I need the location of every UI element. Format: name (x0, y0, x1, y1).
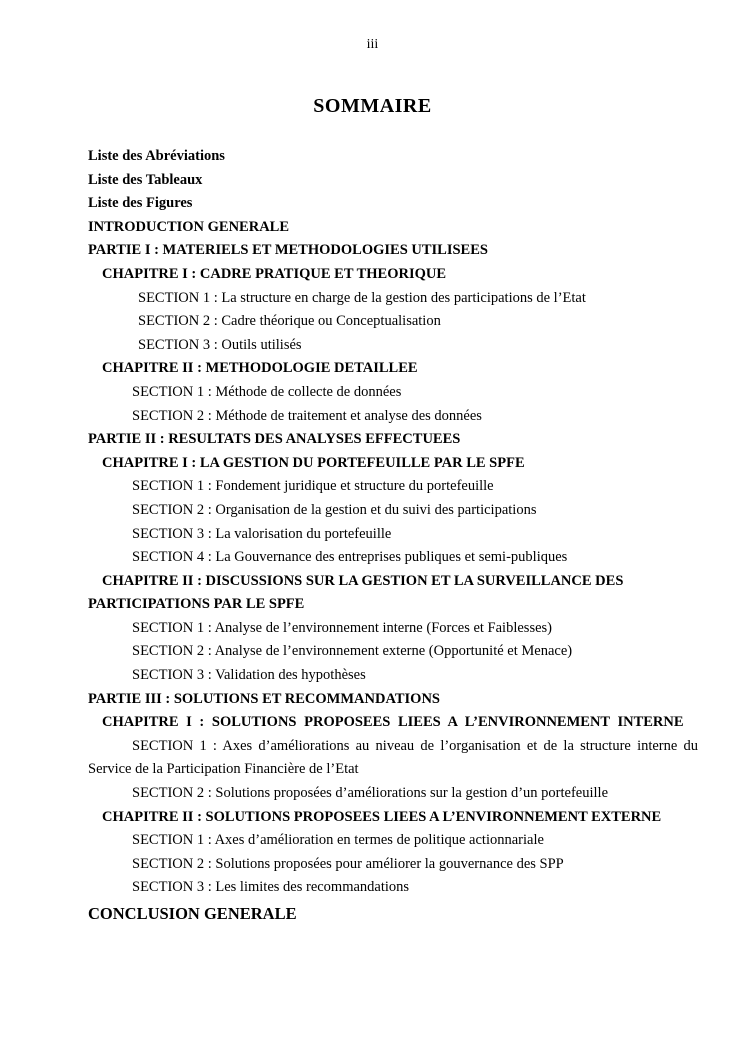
toc-entry-p2c2-section-3: SECTION 3 : Validation des hypothèses (132, 667, 366, 684)
toc-entry-p2c1-section-3: SECTION 3 : La valorisation du portefeuille (132, 525, 392, 542)
toc-entry-p3c2-section-2: SECTION 2 : Solutions proposées pour améliorer la gouvernance des SPP (132, 855, 564, 872)
toc-entry-p2-chapitre-2: CHAPITRE II : DISCUSSIONS SUR LA GESTION ET LA SURVEILLANCE DES (102, 572, 624, 589)
toc-entry-liste-figures: Liste des Figures (88, 195, 193, 212)
toc-entry-p3-chapitre-1: CHAPITRE I : SOLUTIONS PROPOSEES LIEES A L’ENVIRONNEMENT INTERNE (102, 714, 684, 731)
toc-entry-p3c2-section-1: SECTION 1 : Axes d’amélioration en termes de politique actionnariale (132, 832, 544, 849)
toc-entry-p3-chapitre-2: CHAPITRE II : SOLUTIONS PROPOSEES LIEES A L’ENVIRONNEMENT EXTERNE (102, 808, 662, 825)
toc-entry-p1c1-section-2: SECTION 2 : Cadre théorique ou Conceptualisation (138, 313, 441, 330)
toc-entry-p1c2-section-2: SECTION 2 : Méthode de traitement et analyse des données (132, 407, 482, 424)
toc-entry-p1-chapitre-2: CHAPITRE II : METHODOLOGIE DETAILLEE (102, 360, 418, 377)
table-of-contents (88, 145, 699, 927)
page-number: iii (366, 37, 379, 52)
toc-entry-p2c2-section-1: SECTION 1 : Analyse de l’environnement interne (Forces et Faiblesses) (132, 619, 552, 636)
toc-entry-p2-chapitre-2-cont: PARTICIPATIONS PAR LE SPFE (88, 596, 305, 613)
toc-entry-p2c1-section-4: SECTION 4 : La Gouvernance des entreprises publiques et semi-publiques (132, 549, 568, 566)
toc-entry-p2-chapitre-1: CHAPITRE I : LA GESTION DU PORTEFEUILLE PAR LE SPFE (102, 454, 525, 471)
toc-entry-conclusion: CONCLUSION GENERALE (88, 904, 297, 923)
toc-entry-liste-abreviations: Liste des Abréviations (88, 148, 225, 164)
toc-entry-partie-3: PARTIE III : SOLUTIONS ET RECOMMANDATIONS (88, 690, 440, 707)
toc-entry-p3c1-section-1: SECTION 1 : Axes d’améliorations au niveau de l’organisation et de la structure interne du (132, 737, 699, 754)
toc-entry-p1c1-section-3: SECTION 3 : Outils utilisés (138, 336, 302, 353)
toc-entry-partie-2: PARTIE II : RESULTATS DES ANALYSES EFFECTUEES (88, 431, 461, 448)
toc-entry-introduction: INTRODUCTION GENERALE (88, 218, 290, 235)
toc-entry-p3c1-section-2: SECTION 2 : Solutions proposées d’améliorations sur la gestion d’un portefeuille (132, 785, 609, 802)
document-title: SOMMAIRE (313, 95, 432, 117)
toc-entry-p1c2-section-1: SECTION 1 : Méthode de collecte de données (132, 383, 402, 400)
toc-entry-p3c2-section-3: SECTION 3 : Les limites des recommandations (132, 879, 410, 896)
toc-entry-p3c1-section-1-cont: Service de la Participation Financière de l’Etat (88, 761, 359, 778)
toc-entry-partie-1: PARTIE I : MATERIELS ET METHODOLOGIES UTILISEES (88, 242, 488, 259)
toc-entry-p2c1-section-1: SECTION 1 : Fondement juridique et structure du portefeuille (132, 478, 494, 495)
toc-entry-p1-chapitre-1: CHAPITRE I : CADRE PRATIQUE ET THEORIQUE (102, 265, 447, 282)
toc-entry-p1c1-section-1: SECTION 1 : La structure en charge de la gestion des participations de l’Etat (138, 289, 586, 306)
toc-entry-liste-tableaux: Liste des Tableaux (88, 171, 203, 188)
toc-entry-p2c2-section-2: SECTION 2 : Analyse de l’environnement externe (Opportunité et Menace) (132, 643, 573, 660)
toc-entry-p2c1-section-2: SECTION 2 : Organisation de la gestion et du suivi des participations (132, 501, 537, 518)
